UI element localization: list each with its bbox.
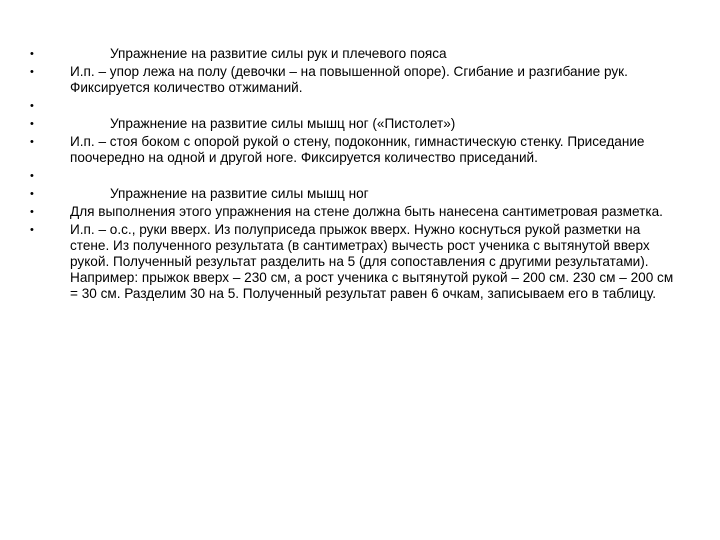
bullet-dot: • (30, 136, 34, 148)
bullet-item (30, 64, 680, 96)
bullet-dot: • (30, 188, 34, 200)
bullet-item (30, 222, 680, 302)
pushup-description: И.п. – упор лежа на полу (девочки – на повышенной опоре). Сгибание и разгибание рук. Фиксируется количество отжиманий. (70, 64, 628, 95)
bullet-dot: • (30, 118, 34, 130)
arm-strength-heading: Упражнение на развитие силы рук и плечевого пояса (110, 46, 447, 61)
bullet-list (30, 46, 680, 304)
bullet-dot: • (30, 224, 34, 236)
bullet-dot: • (30, 100, 34, 112)
bullet-item (30, 134, 680, 166)
bullet-item (30, 46, 680, 62)
wall-marking-note: Для выполнения этого упражнения на стене должна быть нанесена сантиметровая разметка. (70, 204, 663, 219)
bullet-dot: • (30, 170, 34, 182)
leg-strength-heading: Упражнение на развитие силы мышц ног (110, 186, 369, 201)
bullet-dot: • (30, 66, 34, 78)
bullet-dot: • (30, 206, 34, 218)
bullet-item-empty (30, 98, 680, 114)
bullet-dot: • (30, 48, 34, 60)
jump-test-description: И.п. – о.с., руки вверх. Из полуприседа прыжок вверх. Нужно коснуться рукой разметки на стене. Из полученного результата (в сантиметрах) вычесть рост ученика с вытянутой вверх рукой. Полученный результат разделить на 5 (для сопоставления с другими результатами). Например: прыжок вверх – 230 см, а рост ученика с вытянутой рукой – 200 см. 230 см – 200 см = 30 см. Разделим 30 на 5. Полученный результат равен 6 очкам, записываем его в таблицу. (70, 222, 674, 301)
bullet-item (30, 186, 680, 202)
pistol-squat-description: И.п. – стоя боком с опорой рукой о стену, подоконник, гимнастическую стенку. Приседание поочередно на одной и другой ноге. Фиксируется количество приседаний. (70, 134, 645, 165)
bullet-item-empty (30, 168, 680, 184)
bullet-item (30, 116, 680, 132)
bullet-item (30, 204, 680, 220)
pistol-squat-heading: Упражнение на развитие силы мышц ног («Пистолет») (110, 116, 456, 131)
